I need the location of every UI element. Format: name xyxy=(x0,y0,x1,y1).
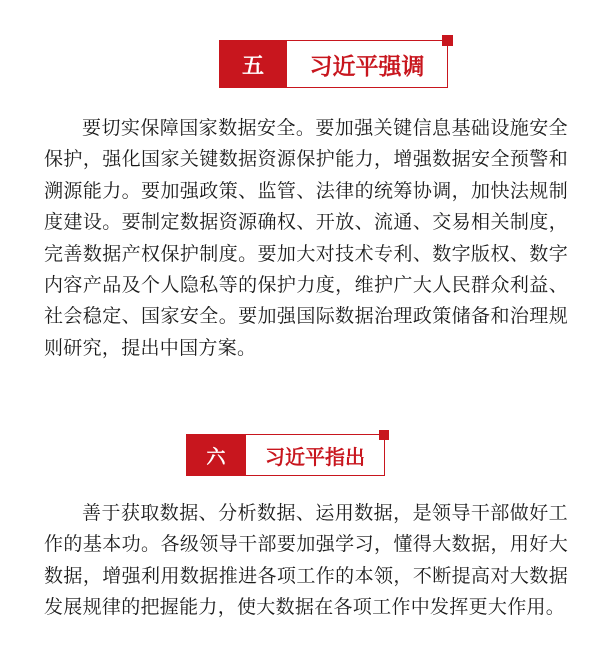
section-six-title-box xyxy=(246,434,385,476)
section-five-paragraph: 要切实保障国家数据安全。要加强关键信息基础设施安全保护，强化国家关键数据资源保护能力，增强数据安全预警和溯源能力。要加强政策、监管、法律的统筹协调，加快法规制度建设。要制定数据资源确权、开放、流通、交易相关制度，完善数据产权保护制度。要加大对技术专利、数字版权、数字内容产品及个人隐私等的保护力度，维护广大人民群众利益、社会稳定、国家安全。要加强国际数据治理政策储备和治理规则研究，提出中国方案。 xyxy=(44,117,568,359)
section-five-number: 五 xyxy=(219,40,287,88)
corner-square-decoration xyxy=(379,430,389,440)
corner-square-decoration xyxy=(442,35,453,46)
section-six-paragraph: 善于获取数据、分析数据、运用数据，是领导干部做好工作的基本功。各级领导干部要加强学习，懂得大数据，用好大数据，增强利用数据推进各项工作的本领，不断提高对大数据发展规律的把握能力，使大数据在各项工作中发挥更大作用。 xyxy=(44,502,568,619)
section-six-number: 六 xyxy=(186,434,246,476)
section-five-header xyxy=(219,40,448,88)
section-five-title: 习近平强调 xyxy=(309,53,425,80)
section-six-header xyxy=(186,434,385,476)
section-six-title: 习近平指出 xyxy=(265,444,365,469)
section-five-title-box xyxy=(287,40,448,88)
